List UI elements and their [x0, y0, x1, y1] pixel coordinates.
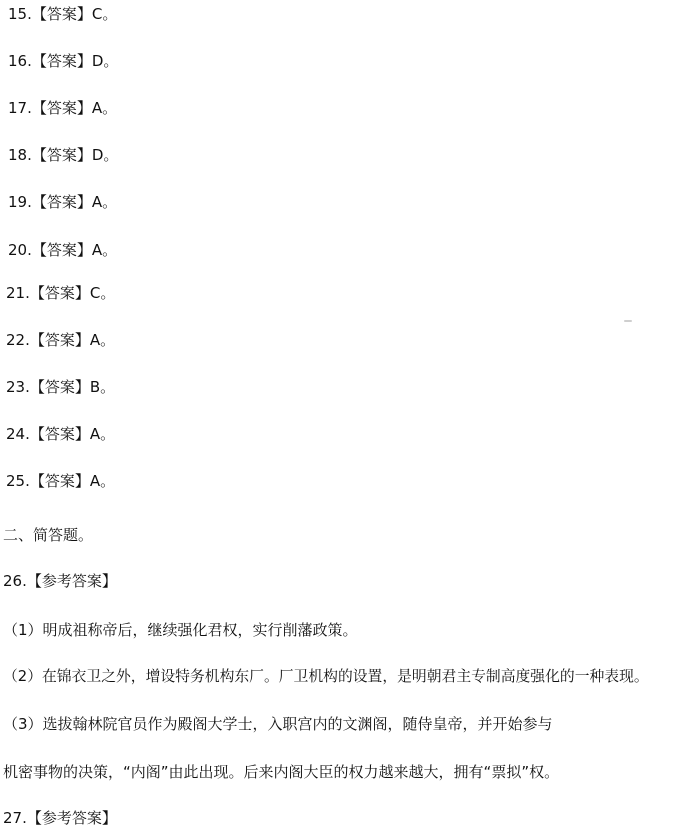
- section-heading-short-answer: 二、简答题。: [3, 526, 94, 544]
- q27-heading: 27.【参考答案】: [3, 809, 117, 827]
- answer-line-17: 17.【答案】A。: [8, 99, 118, 117]
- q26-point-3-line-1: （3）选拔翰林院官员作为殿阁大学士，入职宫内的文渊阁，随侍皇帝，并开始参与: [3, 715, 553, 733]
- answer-line-21: 21.【答案】C。: [6, 284, 116, 302]
- answer-line-19: 19.【答案】A。: [8, 193, 118, 211]
- q26-point-3-line-2: 机密事物的决策，“内阁”由此出现。后来内阁大臣的权力越来越大，拥有“票拟”权。: [3, 763, 560, 781]
- answer-line-25: 25.【答案】A。: [6, 472, 116, 490]
- scan-artifact-dot: [624, 320, 632, 322]
- answer-line-20: 20.【答案】A。: [8, 241, 118, 259]
- q26-point-2: （2）在锦衣卫之外，增设特务机构东厂。厂卫机构的设置，是明朝君主专制高度强化的一种表现。: [3, 668, 649, 685]
- answer-line-24: 24.【答案】A。: [6, 425, 116, 443]
- answer-line-22: 22.【答案】A。: [6, 331, 116, 349]
- answer-line-23: 23.【答案】B。: [6, 378, 116, 396]
- answer-line-18: 18.【答案】D。: [8, 146, 119, 164]
- answer-line-16: 16.【答案】D。: [8, 52, 119, 70]
- q26-point-1: （1）明成祖称帝后，继续强化君权，实行削藩政策。: [3, 621, 358, 639]
- answer-line-15: 15.【答案】C。: [8, 5, 118, 23]
- q26-heading: 26.【参考答案】: [3, 572, 117, 590]
